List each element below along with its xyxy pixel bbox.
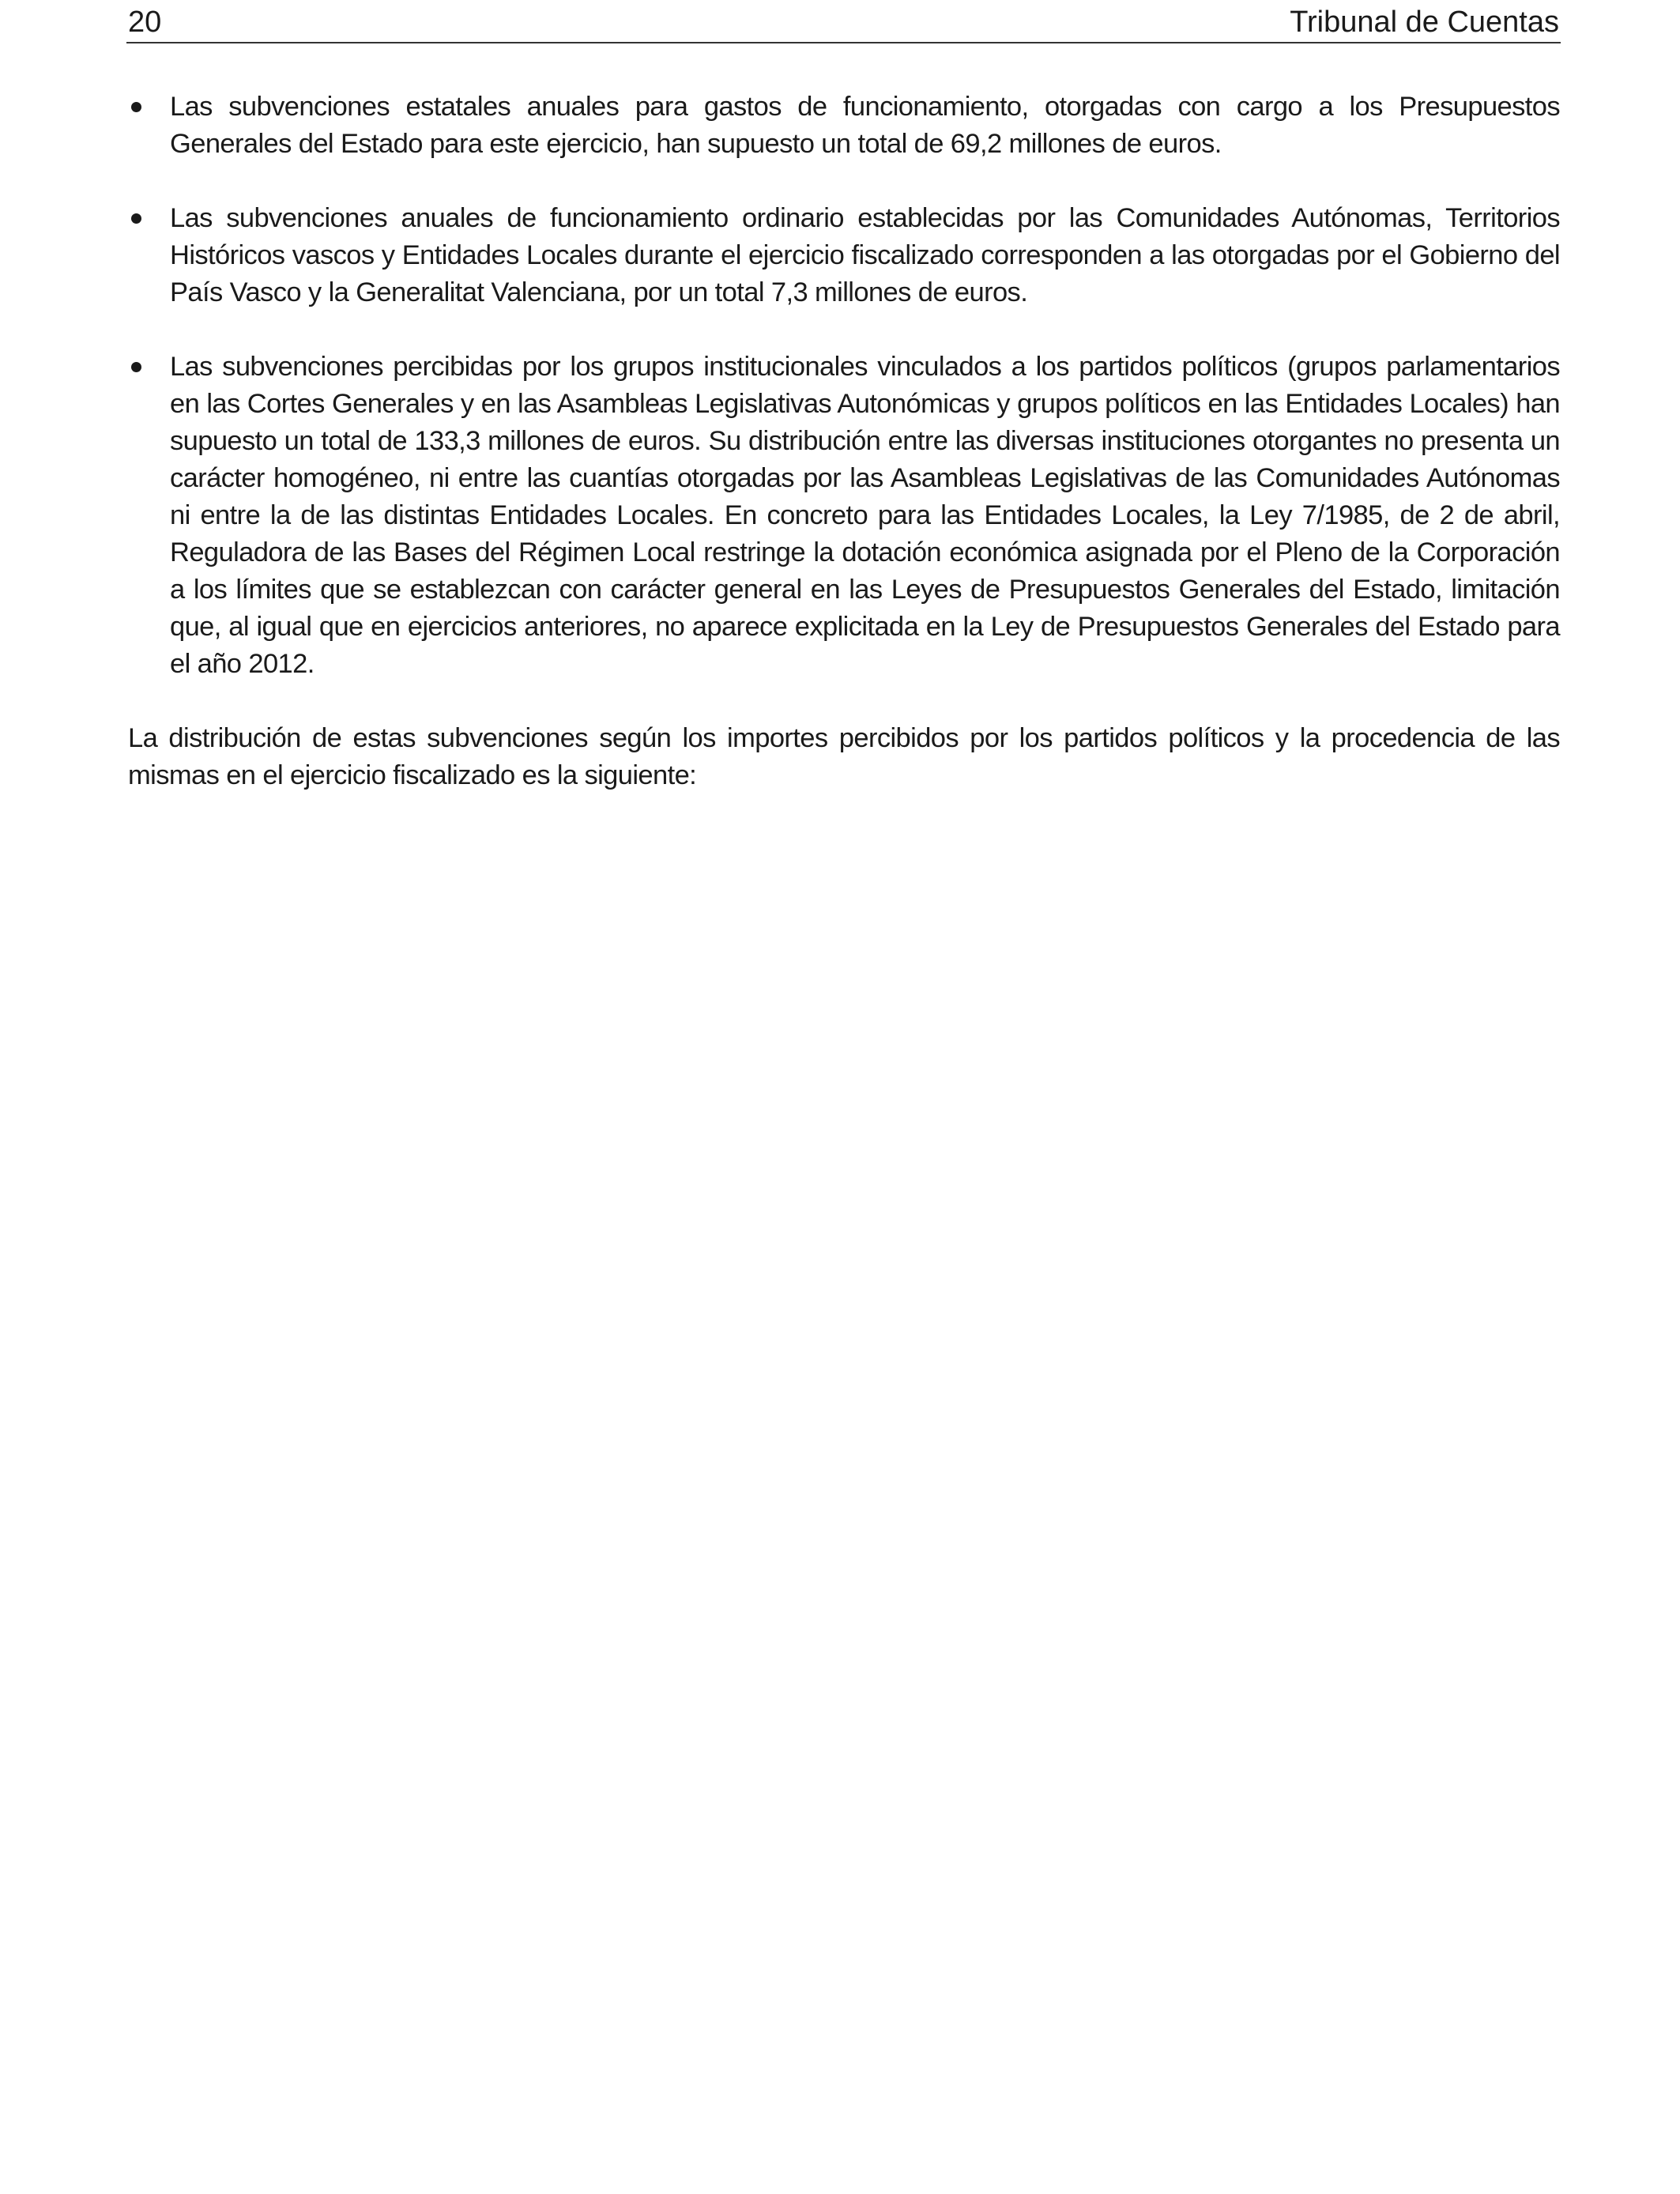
bullet-icon: [131, 102, 141, 112]
bullet-item: [128, 200, 1560, 311]
page-header: [126, 0, 1561, 43]
bullet-icon: [131, 362, 141, 372]
bullet-icon: [131, 213, 141, 224]
bullet-item: [128, 89, 1560, 163]
bullet-text: Las subvenciones estatales anuales para gastos de funcionamiento, otorgadas con cargo a los Presupuestos Generales del Estado para este ejercicio, han supuesto un total de 69,2 millones de euros.: [170, 92, 1560, 159]
header-title: Tribunal de Cuentas: [1290, 6, 1559, 39]
closing-paragraph: La distribución de estas subvenciones según los importes percibidos por los partidos políticos y la procedencia de las mismas en el ejercicio fiscalizado es la siguiente:: [128, 723, 1560, 790]
page-number: 20: [128, 6, 162, 39]
bullet-item: [128, 349, 1560, 683]
document-body: [128, 89, 1560, 794]
bullet-text: Las subvenciones anuales de funcionamiento ordinario establecidas por las Comunidades Autónomas, Territorios Históricos vascos y Entidades Locales durante el ejercicio fiscalizado corresponden a las otorgadas por el Gobierno del País Vasco y la Generalitat Valenciana, por un total 7,3 millones de euros.: [170, 203, 1560, 307]
bullet-text: Las subvenciones percibidas por los grupos institucionales vinculados a los partidos políticos (grupos parlamentarios en las Cortes Generales y en las Asambleas Legislativas Autonómicas y grupos políticos en las Entidades Locales) han supuesto un total de 133,3 millones de euros. Su distribución entre las diversas instituciones otorgantes no presenta un carácter homogéneo, ni entre las cuantías otorgadas por las Asambleas Legislativas de las Comunidades Autónomas ni entre la de las distintas Entidades Locales. En concreto para las Entidades Locales, la Ley 7/1985, de 2 de abril, Reguladora de las Bases del Régimen Local restringe la dotación económica asignada por el Pleno de la Corporación a los límites que se establezcan con carácter general en las Leyes de Presupuestos Generales del Estado, limitación que, al igual que en ejercicios anteriores, no aparece explicitada en la Ley de Presupuestos Generales del Estado para el año 2012.: [170, 352, 1560, 679]
